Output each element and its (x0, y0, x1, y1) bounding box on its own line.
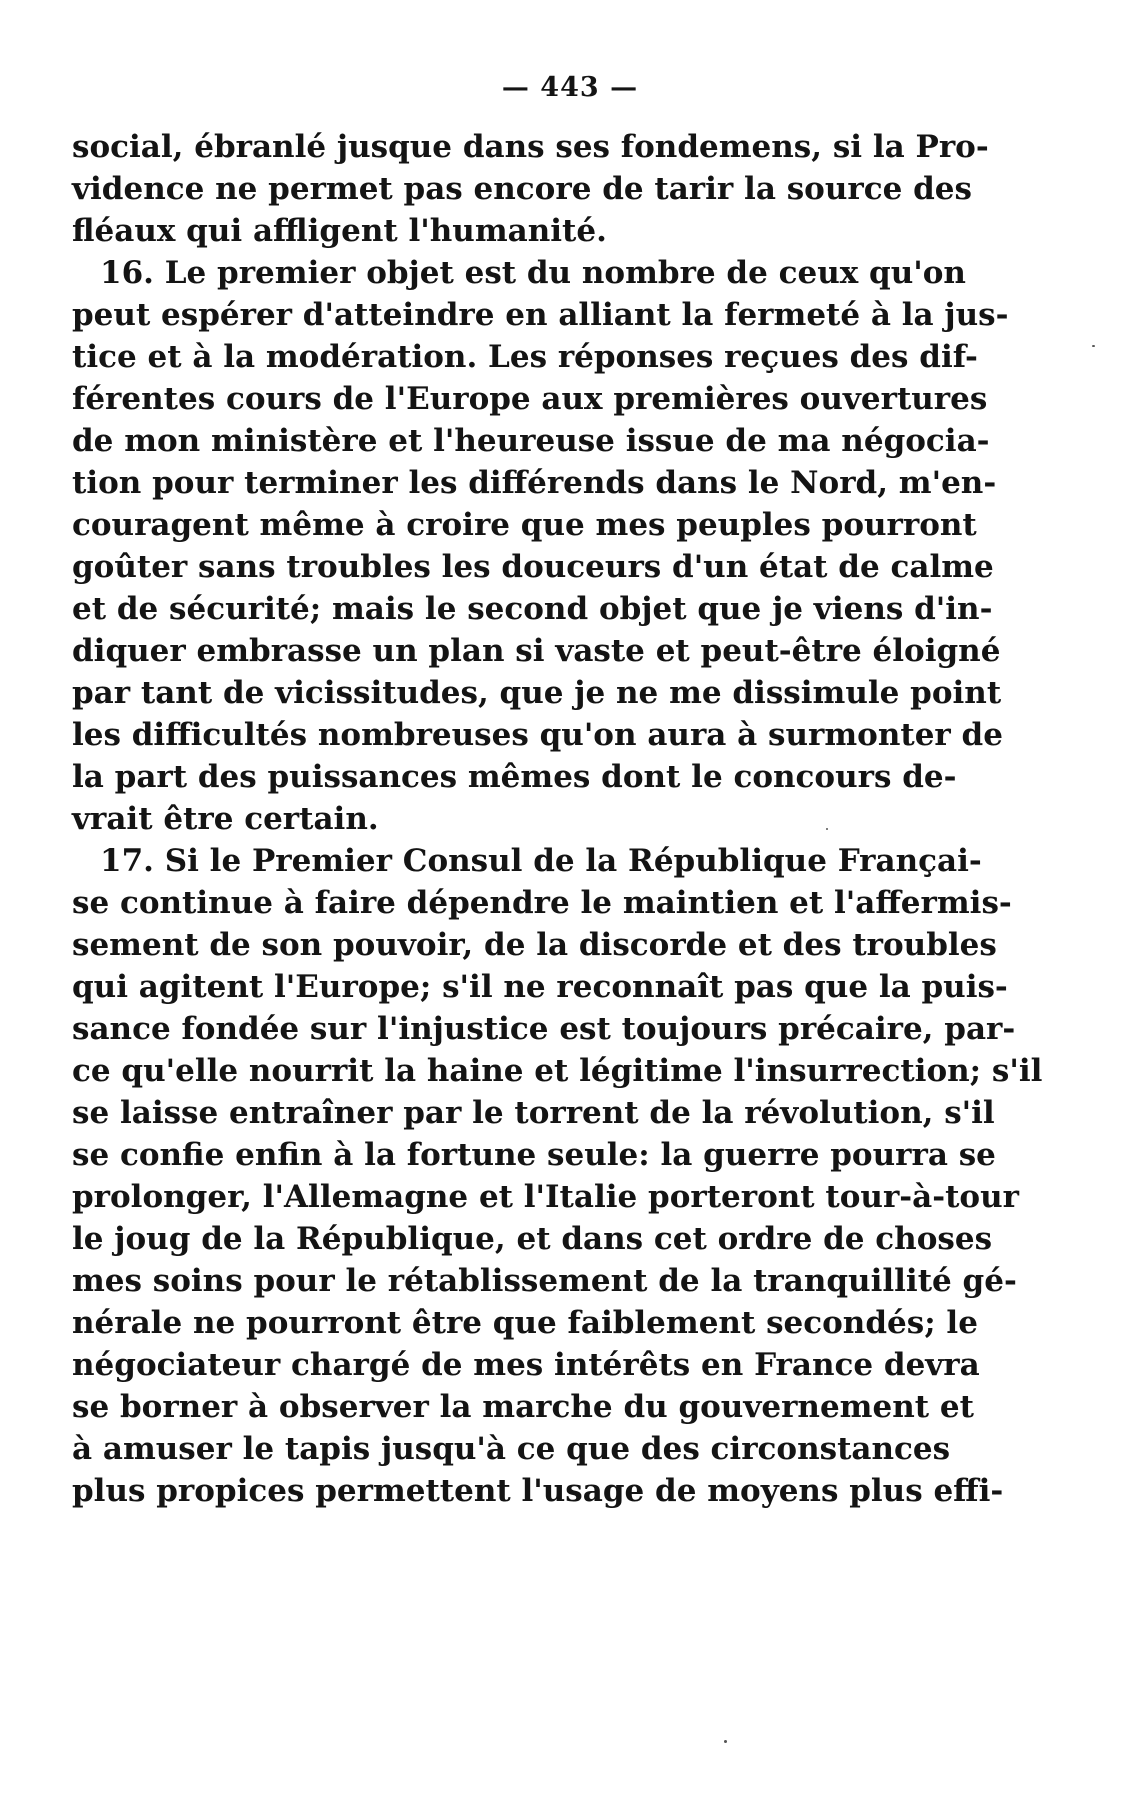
text-line: la part des puissances mêmes dont le concours de- (72, 759, 957, 795)
text-line: couragent même à croire que mes peuples pourront (72, 507, 977, 543)
text-line: peut espérer d'atteindre en alliant la fermeté à la jus- (72, 297, 1009, 333)
text-line: se confie enfin à la fortune seule: la guerre pourra se (72, 1137, 996, 1173)
text-line: ce qu'elle nourrit la haine et légitime l'insurrection; s'il (72, 1053, 1043, 1089)
paragraph-16-start: 16. Le premier objet est du nombre de ceux qu'on (100, 255, 966, 291)
text-line: les difficultés nombreuses qu'on aura à surmonter de (72, 717, 1003, 753)
text-line: par tant de vicissitudes, que je ne me dissimule point (72, 675, 1002, 711)
text-line: social, ébranlé jusque dans ses fondemens, si la Pro- (72, 129, 989, 165)
text-line: nérale ne pourront être que faiblement secondés; le (72, 1305, 978, 1341)
text-line: plus propices permettent l'usage de moyens plus effi- (72, 1473, 1004, 1509)
text-line: se continue à faire dépendre le maintien et l'affermis- (72, 885, 1012, 921)
text-line: à amuser le tapis jusqu'à ce que des circonstances (72, 1431, 951, 1467)
text-line: qui agitent l'Europe; s'il ne reconnaît pas que la puis- (72, 969, 1008, 1005)
text-line: se laisse entraîner par le torrent de la révolution, s'il (72, 1095, 995, 1131)
text-line: prolonger, l'Allemagne et l'Italie porteront tour-à-tour (72, 1179, 1019, 1215)
text-line: tice et à la modération. Les réponses reçues des dif- (72, 339, 978, 375)
text-line: tion pour terminer les différends dans le Nord, m'en- (72, 465, 997, 501)
scan-speck (826, 828, 828, 830)
text-line: et de sécurité; mais le second objet que je viens d'in- (72, 591, 993, 627)
text-line: férentes cours de l'Europe aux premières ouvertures (72, 381, 988, 417)
text-line: mes soins pour le rétablissement de la tranquillité gé- (72, 1263, 1017, 1299)
text-line: le joug de la République, et dans cet ordre de choses (72, 1221, 993, 1257)
body-text (72, 126, 1043, 1512)
text-line: fléaux qui affligent l'humanité. (72, 213, 607, 249)
scan-speck (724, 1740, 727, 1743)
text-line: vidence ne permet pas encore de tarir la source des (72, 171, 972, 207)
text-line: vrait être certain. (72, 801, 379, 837)
text-line: sement de son pouvoir, de la discorde et des troubles (72, 927, 997, 963)
paragraph-17-start: 17. Si le Premier Consul de la République Françai- (100, 843, 982, 879)
scan-speck (1092, 345, 1095, 347)
text-line: sance fondée sur l'injustice est toujours précaire, par- (72, 1011, 1016, 1047)
text-line: se borner à observer la marche du gouvernement et (72, 1389, 974, 1425)
page-number: — 443 — (501, 72, 639, 103)
text-line: diquer embrasse un plan si vaste et peut-être éloigné (72, 633, 1001, 669)
text-line: goûter sans troubles les douceurs d'un état de calme (72, 549, 994, 585)
text-line: de mon ministère et l'heureuse issue de ma négocia- (72, 423, 990, 459)
text-line: négociateur chargé de mes intérêts en France devra (72, 1347, 980, 1383)
